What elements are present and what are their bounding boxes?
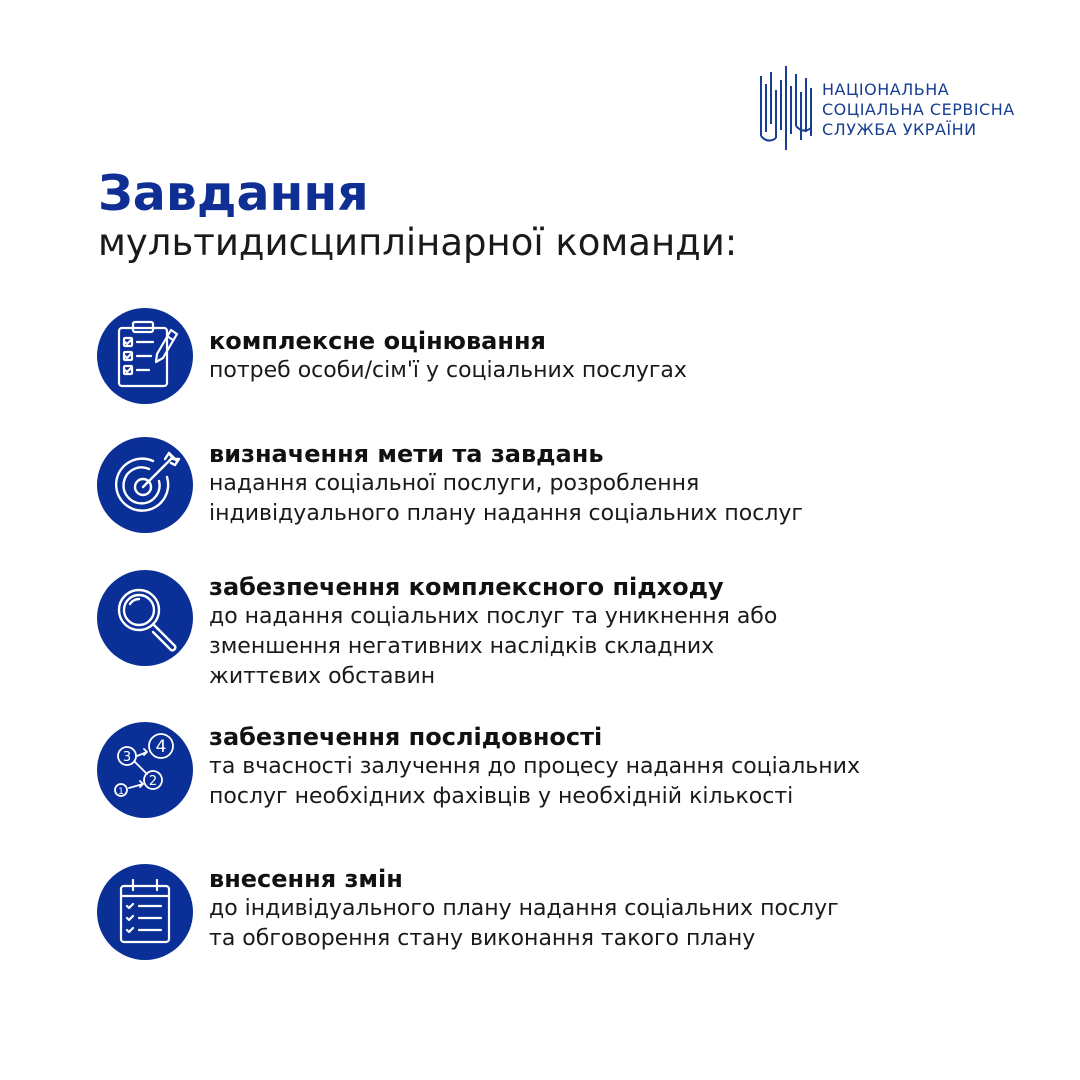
page-title: Завдання [98, 165, 369, 222]
task-icon-circle [97, 308, 193, 404]
magnifier-icon [97, 570, 193, 666]
task-title: внесення змін [209, 865, 403, 893]
task-description [209, 356, 989, 386]
task-text [209, 572, 989, 692]
task-text [209, 722, 989, 812]
task-description-line: послуг необхідних фахівців у необхідній кількості [209, 784, 794, 809]
task-description [209, 602, 989, 692]
step-label: 2 [148, 774, 158, 789]
task-description-line: до надання соціальних послуг та уникнення або [209, 604, 778, 629]
task-description-line: життєвих обставин [209, 664, 436, 689]
task-description [209, 752, 989, 812]
task-icon-circle [97, 570, 193, 666]
task-description [209, 894, 989, 954]
task-description-line: індивідуального плану надання соціальних послуг [209, 501, 803, 526]
task-icon-circle [97, 864, 193, 960]
task-title: забезпечення комплексного підходу [209, 573, 724, 601]
task-icon-circle [97, 437, 193, 533]
calendar-list-icon [97, 864, 193, 960]
task-description [209, 469, 989, 529]
logo-line-3: СЛУЖБА УКРАЇНИ [822, 120, 977, 139]
task-description-line: та вчасності залучення до процесу надання соціальних [209, 754, 860, 779]
task-icon-circle [97, 722, 193, 818]
step-label: 3 [122, 750, 132, 765]
logo [758, 64, 1038, 154]
page-subtitle: мультидисциплінарної команди: [98, 221, 738, 264]
logo-line-1: НАЦІОНАЛЬНА [822, 80, 950, 99]
task-description-line: до індивідуального плану надання соціальних послуг [209, 896, 839, 921]
checklist-clipboard-icon [97, 308, 193, 404]
numbered-steps-icon [97, 722, 193, 818]
task-text [209, 864, 989, 954]
step-label: 1 [118, 787, 124, 797]
task-text [209, 326, 989, 386]
task-description-line: зменшення негативних наслідків складних [209, 634, 715, 659]
task-title: визначення мети та завдань [209, 440, 604, 468]
target-arrow-icon [97, 437, 193, 533]
task-text [209, 439, 989, 529]
task-description-line: та обговорення стану виконання такого плану [209, 926, 756, 951]
logo-text [822, 80, 1015, 140]
logo-line-2: СОЦІАЛЬНА СЕРВІСНА [822, 100, 1015, 119]
step-label: 4 [155, 737, 167, 757]
nssu-logo-icon [758, 64, 818, 154]
task-description-line: надання соціальної послуги, розроблення [209, 471, 700, 496]
task-description-line: потреб особи/сім'ї у соціальних послугах [209, 358, 687, 383]
task-title: комплексне оцінювання [209, 327, 546, 355]
task-title: забезпечення послідовності [209, 723, 603, 751]
